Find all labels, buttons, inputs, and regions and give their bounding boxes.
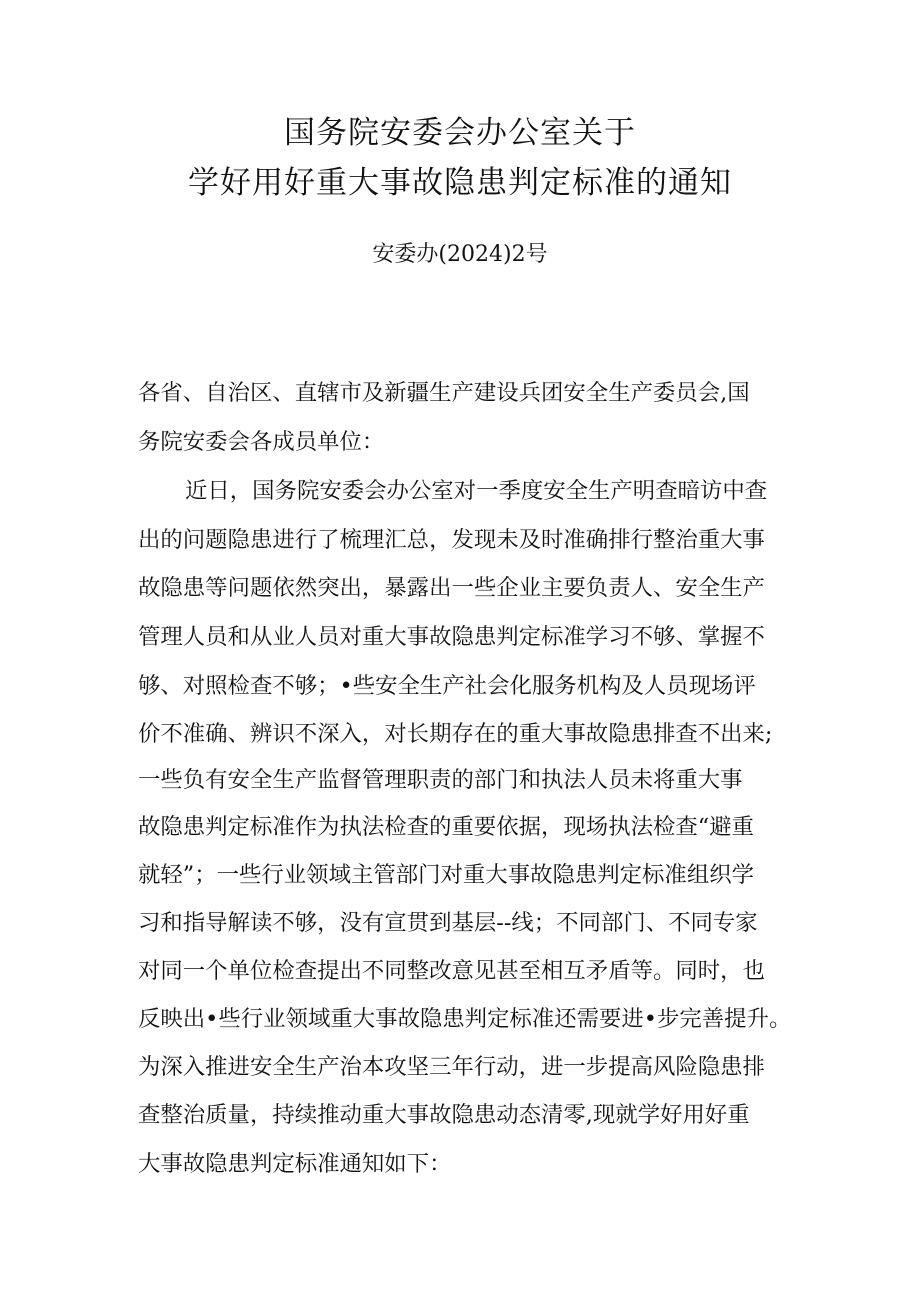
body-line-14: 查整治质量，持续推动重大事故隐患动态清零,现就学好用好重: [138, 1102, 750, 1128]
body-line-5: 够、对照检查不够；•些安全生产社会化服务机构及人员现场评: [138, 673, 756, 699]
body-line-15: 大事故隐患判定标准通知如下：: [138, 1151, 452, 1177]
body-line-4: 管理人员和从业人员对重大事故隐患判定标准学习不够、掌握不: [138, 624, 765, 650]
addressee-line-1: 各省、自治区、直辖市及新疆生产建设兵团安全生产委员会,国: [138, 380, 750, 406]
body-line-7: 一些负有安全生产监督管理职责的部门和执法人员未将重大事: [138, 767, 743, 793]
body-line-9: 就轻”；一些行业领域主管部门对重大事故隐患判定标准组织学: [138, 862, 754, 888]
body-line-12: 反映出•些行业领域重大事故隐患判定标准还需要进•步完善提升。: [138, 1006, 792, 1032]
document-title-line-2: 学好用好重大事故隐患判定标准的通知: [188, 165, 732, 201]
document-number: 安委办(2024)2号: [372, 242, 548, 267]
body-line-1: 近日，国务院安委会办公室对一季度安全生产明查暗访中查: [185, 478, 768, 504]
document-title-line-1: 国务院安委会办公室关于: [284, 115, 636, 151]
body-line-6: 价不准确、辨识不深入，对长期存在的重大事故隐患排查不出来;: [138, 721, 773, 747]
body-line-11: 对同一个单位检查提出不同整改意见甚至相互矛盾等。同时，也: [138, 958, 765, 984]
body-line-2: 出的问题隐患进行了梳理汇总，发现未及时准确排行整治重大事: [138, 527, 765, 553]
body-line-8: 故隐患判定标准作为执法检查的重要依据，现场执法检查“避重: [138, 814, 754, 840]
body-line-3: 故隐患等问题依然突出，暴露出一些企业主要负责人、安全生产: [138, 575, 765, 601]
body-line-13: 为深入推进安全生产治本攻坚三年行动，进一步提高风险隐患排: [138, 1054, 765, 1080]
body-line-10: 习和指导解读不够，没有宣贯到基层--线；不同部门、不同专家: [138, 910, 758, 936]
addressee-line-2: 务院安委会各成员单位：: [138, 429, 385, 455]
